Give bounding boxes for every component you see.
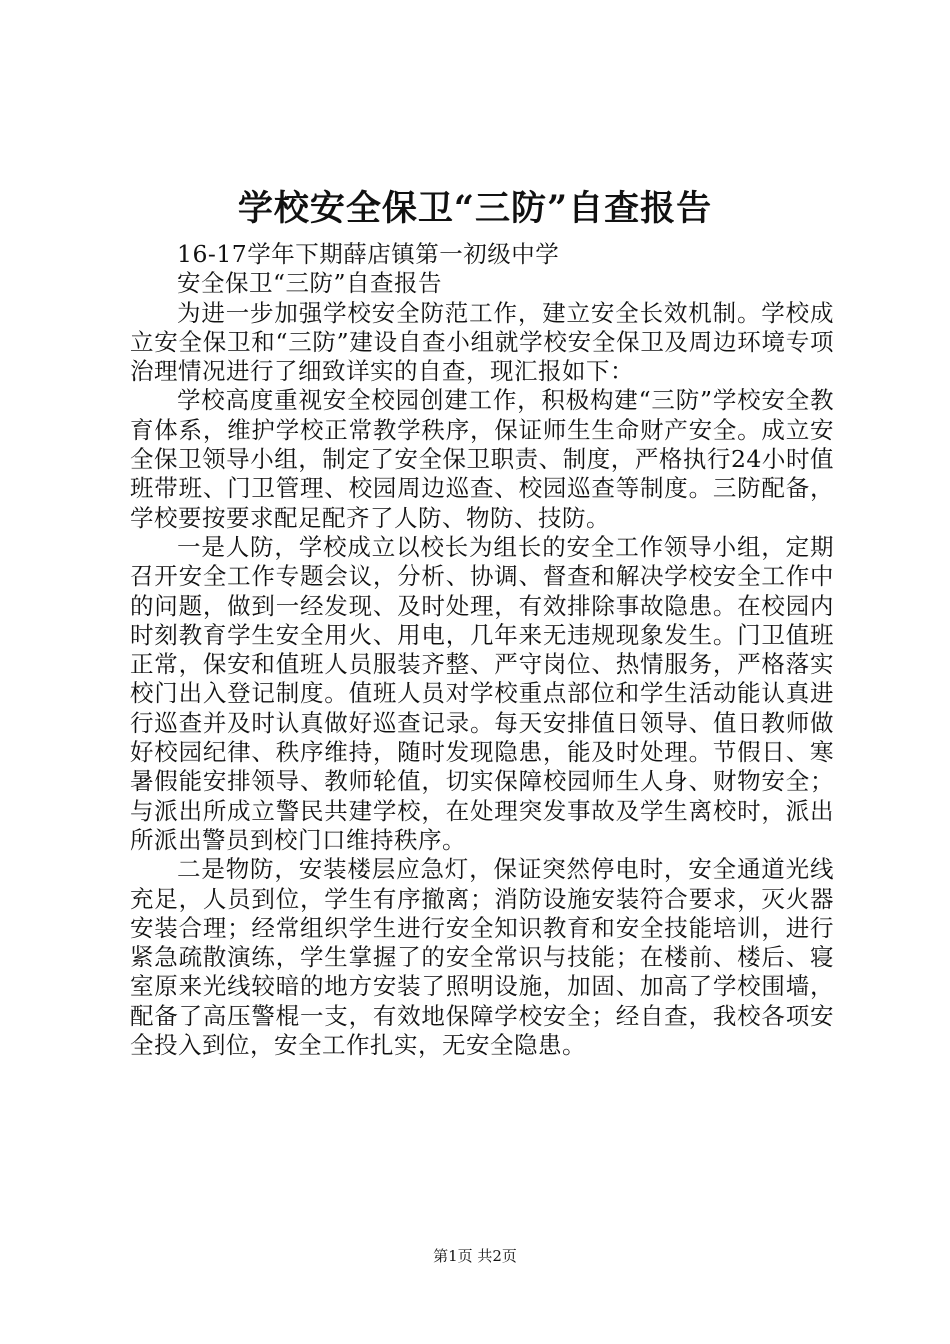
document-title: 学校安全保卫“三防”自查报告: [237, 188, 713, 229]
paragraph-personnel-defense: 一是人防，学校成立以校长为组长的安全工作领导小组，定期召开安全工作专题会议，分析、协调、督查和解决学校安全工作中的问题，做到一经发现、及时处理，有效排除事故隐患。在校园内时刻教育学生安全用火、用电，几年来无违规现象发生。门卫值班正常，保安和值班人员服装齐整、严守岗位、热情服务，严格落实校门出入登记制度。值班人员对学校重点部位和学生活动能认真进行巡查并及时认真做好巡查记录。每天安排值日领导、值日教师做好校园纪律、秩序维持，随时发现隐患，能及时处理。节假日、寒暑假能安排领导、教师轮值，切实保障校园师生人身、财物安全；与派出所成立警民共建学校，在处理突发事故及学生离校时，派出所派出警员到校门口维持秩序。: [130, 532, 834, 854]
page-number: 第1页 共2页: [433, 1247, 517, 1265]
subtitle-school: 16-17学年下期薛店镇第一初级中学: [177, 240, 560, 268]
document-body: [130, 240, 834, 1060]
paragraph-intro: 为进一步加强学校安全防范工作，建立安全长效机制。学校成立安全保卫和“三防”建设自查小组就学校安全保卫及周边环境专项治理情况进行了细致详实的自查，现汇报如下：: [130, 298, 834, 386]
paragraph-physical-defense: 二是物防，安装楼层应急灯，保证突然停电时，安全通道光线充足，人员到位，学生有序撤离；消防设施安装符合要求，灭火器安装合理；经常组织学生进行安全知识教育和安全技能培训，进行紧急疏散演练，学生掌握了的安全常识与技能；在楼前、楼后、寝室原来光线较暗的地方安装了照明设施，加固、加高了学校围墙，配备了高压警棍一支，有效地保障学校安全；经自查，我校各项安全投入到位，安全工作扎实，无安全隐患。: [130, 855, 834, 1060]
subtitle-report: 安全保卫“三防”自查报告: [177, 269, 443, 298]
paragraph-overview: 学校高度重视安全校园创建工作，积极构建“三防”学校安全教育体系，维护学校正常教学秩序，保证师生生命财产安全。成立安全保卫领导小组，制定了安全保卫职责、制度，严格执行24小时值班带班、门卫管理、校园周边巡查、校园巡查等制度。三防配备，学校要按要求配足配齐了人防、物防、技防。: [130, 386, 834, 532]
